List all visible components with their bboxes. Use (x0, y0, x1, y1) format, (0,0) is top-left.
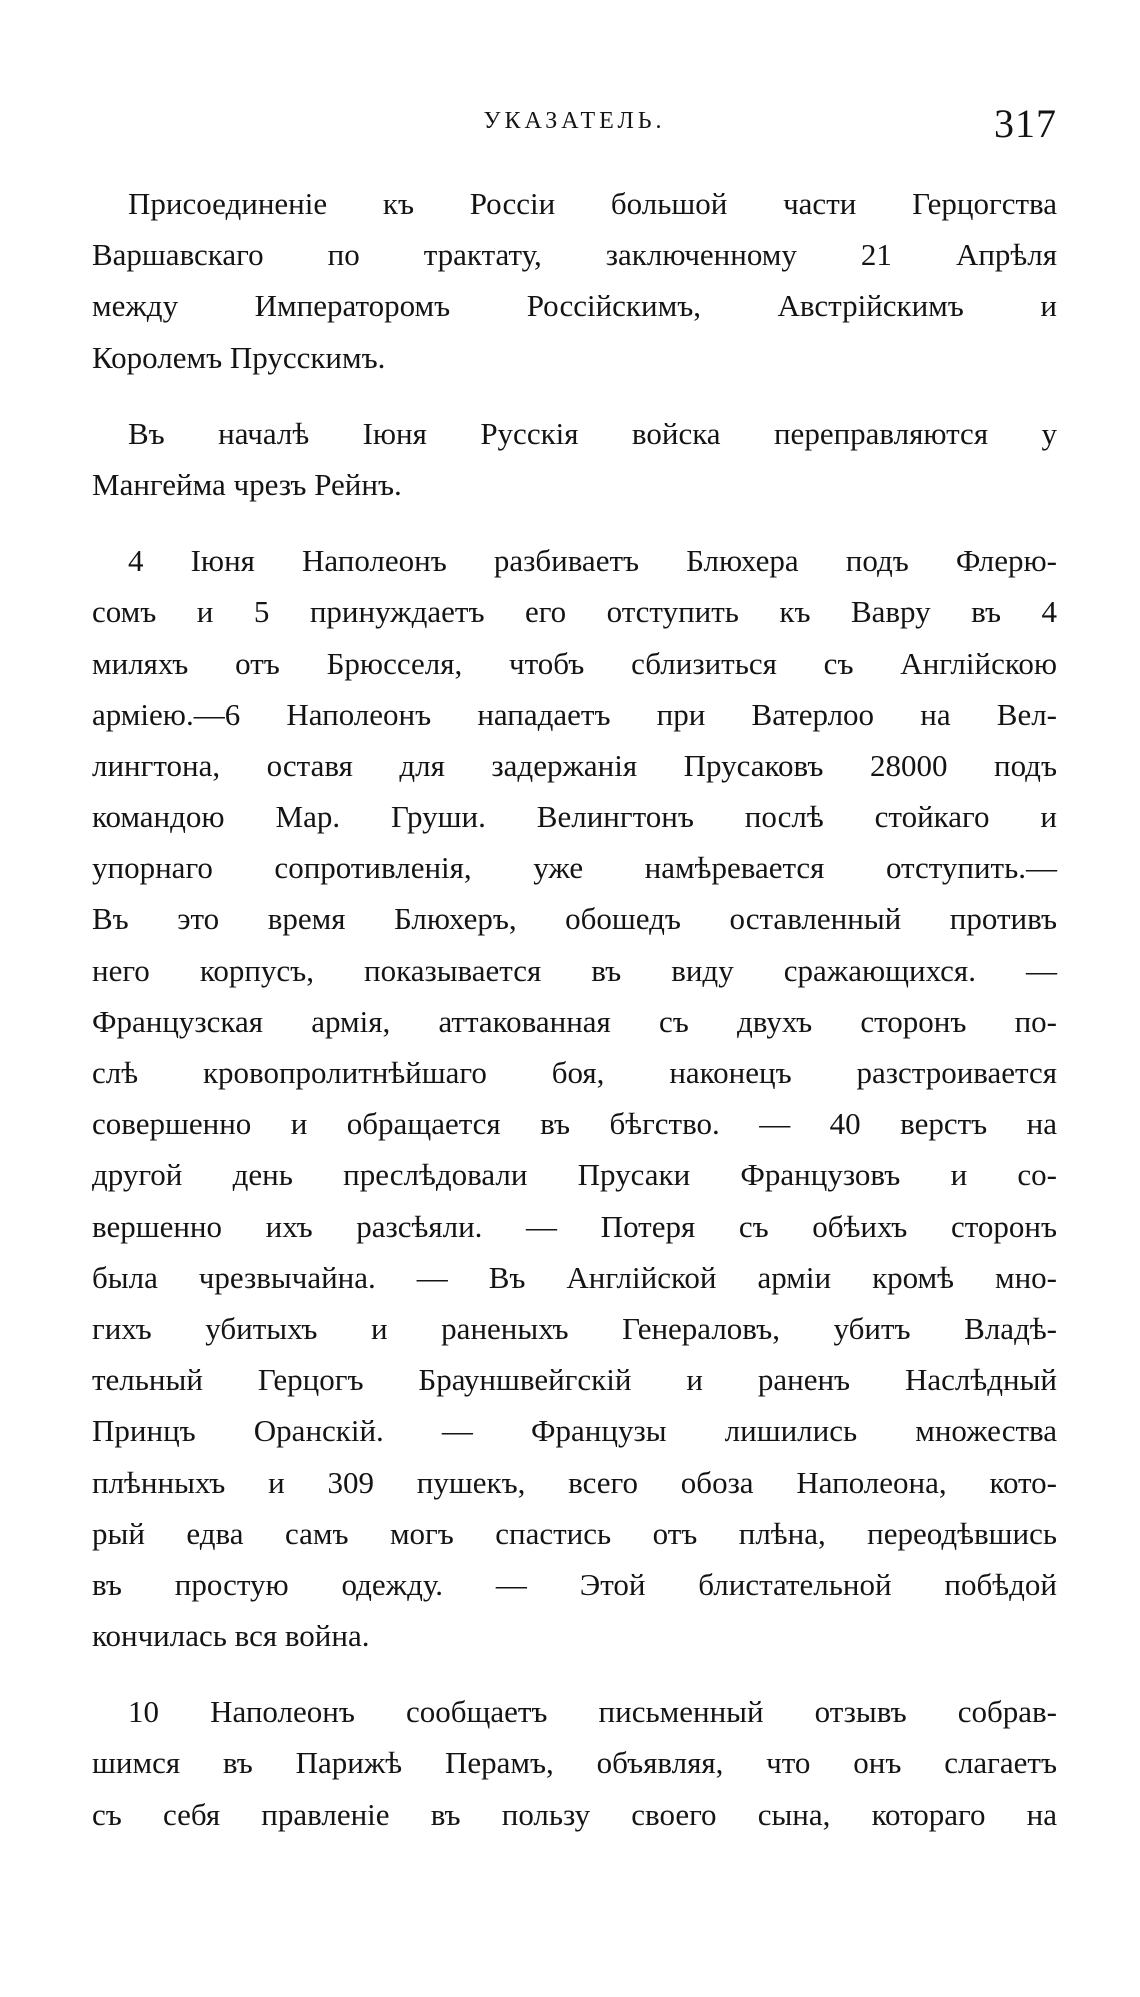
text-line: тельный Герцогъ Брауншвейгскій и раненъ Наслѣдный (92, 1362, 1057, 1398)
text-line: миляхъ отъ Брюсселя, чтобъ сблизиться съ Англійскою (92, 645, 1057, 681)
text-line: Въ началѣ Іюня Русскія войска переправляются у (128, 415, 1057, 451)
page-header (92, 101, 1057, 148)
text-line: кончилась вся война. (92, 1618, 370, 1654)
text-line: Мангейма чрезъ Рейнъ. (92, 466, 402, 502)
running-head: УКАЗАТЕЛЬ. (483, 108, 666, 134)
paragraph (92, 408, 1057, 510)
paragraph (92, 178, 1057, 383)
text-line: совершенно и обращается въ бѣгство. — 40 верстъ на (92, 1106, 1057, 1142)
text-line: между Императоромъ Россійскимъ, Австрійскимъ и (92, 288, 1057, 324)
text-line: въ простую одежду. — Этой блистательной побѣдой (92, 1566, 1057, 1602)
text-line: шимся въ Парижѣ Перамъ, объявляя, что онъ слагаетъ (92, 1745, 1057, 1781)
text-line: Присоединеніе къ Россіи большой части Герцогства (128, 186, 1057, 221)
text-line: сомъ и 5 принуждаетъ его отступить къ Вавру въ 4 (92, 594, 1057, 630)
text-line: него корпусъ, показывается въ виду сражающихся. — (92, 952, 1057, 988)
text-line: командою Мар. Груши. Велингтонъ послѣ стойкаго и (92, 799, 1057, 835)
text-line: Варшавскаго по трактату, заключенному 21 Апрѣля (92, 237, 1057, 273)
paragraph (92, 535, 1057, 1661)
body-text (92, 178, 1057, 1865)
text-line: плѣнныхъ и 309 пушекъ, всего обоза Наполеона, кото- (92, 1464, 1057, 1500)
text-line: лингтона, оставя для задержанія Прусаковъ 28000 подъ (92, 747, 1057, 783)
text-line: Королемъ Прусскимъ. (92, 339, 386, 375)
text-line: вершенно ихъ разсѣяли. — Потеря съ обѣихъ сторонъ (92, 1208, 1057, 1244)
text-line: гихъ убитыхъ и раненыхъ Генераловъ, убитъ Владѣ- (92, 1310, 1057, 1346)
text-line: упорнаго сопротивленія, уже намѣревается отступить.— (92, 850, 1057, 886)
text-line: другой день преслѣдовали Прусаки Французовъ и со- (92, 1157, 1057, 1193)
text-line: 10 Наполеонъ сообщаетъ письменный отзывъ собрав- (128, 1694, 1057, 1730)
text-line: рый едва самъ могъ спастись отъ плѣна, переодѣвшись (92, 1515, 1057, 1551)
paragraph (92, 1686, 1057, 1840)
text-line: слѣ кровопролитнѣйшаго боя, наконецъ разстроивается (92, 1055, 1057, 1090)
text-line: 4 Іюня Наполеонъ разбиваетъ Блюхера подъ Флерю- (128, 543, 1057, 579)
text-line: арміею.—6 Наполеонъ нападаетъ при Ватерлоо на Вел- (92, 696, 1057, 732)
text-line: съ себя правленіе въ пользу своего сына, котораго на (92, 1796, 1057, 1832)
page-number: 317 (994, 101, 1057, 146)
text-line: Въ это время Блюхеръ, обошедъ оставленный противъ (92, 901, 1057, 937)
text-line: Французская армія, аттакованная съ двухъ сторонъ по- (92, 1003, 1057, 1039)
text-line: Принцъ Оранскій. — Французы лишились множества (92, 1413, 1057, 1449)
text-line: была чрезвычайна. — Въ Англійской арміи кромѣ мно- (92, 1259, 1057, 1295)
